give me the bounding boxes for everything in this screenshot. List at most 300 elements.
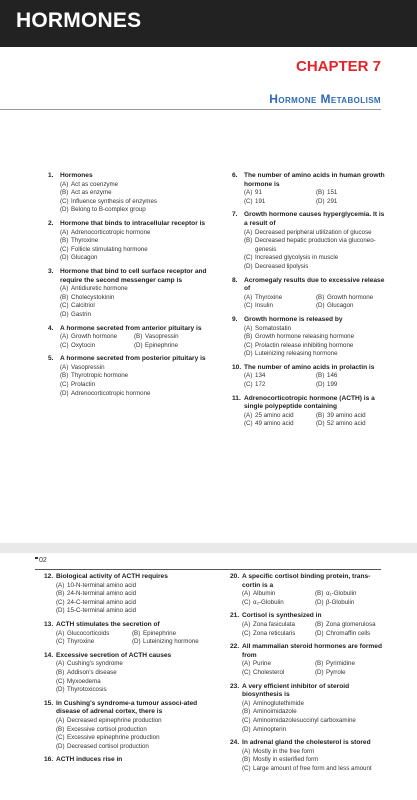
option-text: Influence synthesis of enzymes xyxy=(71,197,157,205)
option-row xyxy=(60,246,208,255)
option-text: 291 xyxy=(327,197,338,205)
option-letter: (B) xyxy=(56,725,65,733)
option-row xyxy=(242,630,388,639)
option-row xyxy=(244,372,388,381)
question-number: 16. xyxy=(44,756,54,764)
option-letter: (B) xyxy=(316,411,325,419)
option-row xyxy=(60,198,208,207)
option-text: Zona glomerulosa xyxy=(326,620,376,628)
question-item xyxy=(232,211,388,271)
option-letter: (A) xyxy=(244,228,253,236)
question-text: A hormone secreted from posterior pituitary is xyxy=(60,355,206,363)
option-row xyxy=(60,342,208,351)
option-row xyxy=(60,333,208,342)
option-letter: (C) xyxy=(56,677,65,685)
option-text: Glucocorticoids xyxy=(67,629,110,637)
option-text: Adrenocorticotropic hormone xyxy=(71,389,151,397)
option-text: Prolactin xyxy=(71,381,96,389)
option-row xyxy=(60,285,208,294)
option-letter: (D) xyxy=(60,310,69,318)
answer-option xyxy=(60,229,208,238)
question-item xyxy=(232,172,388,206)
option-text: α₂-Globulin xyxy=(253,598,284,606)
answer-option xyxy=(244,420,316,429)
answer-option xyxy=(244,302,316,311)
question-text: Acromegaly results due to excessive release of xyxy=(244,276,385,293)
option-letter: (D) xyxy=(60,389,69,397)
question-stem xyxy=(232,395,388,412)
question-item xyxy=(232,277,388,311)
option-text: Follicle stimulating hormone xyxy=(71,245,148,253)
page2-left-column xyxy=(44,573,208,770)
option-row xyxy=(244,237,388,254)
answer-option xyxy=(242,669,315,678)
question-item xyxy=(44,573,208,616)
question-item xyxy=(44,756,208,765)
options-list xyxy=(230,590,388,607)
option-row xyxy=(242,621,388,630)
question-number: 9. xyxy=(232,315,238,323)
option-row xyxy=(244,263,388,272)
answer-option xyxy=(60,364,208,373)
question-stem xyxy=(48,268,208,285)
option-letter: (D) xyxy=(244,350,253,358)
answer-option xyxy=(56,678,208,687)
option-row xyxy=(56,607,208,616)
option-letter: (B) xyxy=(316,372,325,380)
answer-option xyxy=(244,342,388,351)
options-list xyxy=(48,181,208,215)
option-text: Glucagon xyxy=(71,254,98,262)
question-number: 12. xyxy=(44,573,54,580)
option-letter: (B) xyxy=(60,189,69,197)
options-list xyxy=(232,189,388,206)
option-letter: (D) xyxy=(315,598,324,606)
question-number: 15. xyxy=(44,699,54,707)
option-letter: (D) xyxy=(56,742,65,750)
option-text: 172 xyxy=(255,381,266,389)
question-stem xyxy=(232,316,388,325)
option-text: Act as coenzyme xyxy=(71,180,119,188)
option-letter: (D) xyxy=(315,668,324,676)
page1-right-column xyxy=(232,172,388,434)
option-letter: (A) xyxy=(244,324,253,332)
option-text: Mostly in esterified form xyxy=(253,756,319,764)
question-text: A hormone secreted from anterior pituitary is xyxy=(60,324,202,332)
option-text: Calcitriol xyxy=(71,302,95,310)
question-stem xyxy=(230,683,388,700)
question-stem xyxy=(48,325,208,334)
answer-option xyxy=(60,254,208,263)
answer-option xyxy=(60,285,208,294)
option-letter: (C) xyxy=(244,197,253,205)
option-text: Myxoedema xyxy=(67,677,101,685)
option-row xyxy=(60,229,208,238)
option-letter: (B) xyxy=(134,333,143,341)
answer-option xyxy=(60,206,208,215)
question-stem xyxy=(230,573,388,590)
question-number: 4. xyxy=(48,324,54,332)
option-row xyxy=(56,686,208,695)
option-letter: (D) xyxy=(316,302,325,310)
question-text: All mammalian steroid hormones are formed from xyxy=(242,643,382,659)
option-row xyxy=(242,756,388,765)
answer-option xyxy=(316,302,388,311)
options-list xyxy=(48,285,208,319)
question-text: Hormones xyxy=(60,172,93,179)
question-number: 6. xyxy=(232,172,238,179)
answer-option xyxy=(242,717,388,726)
page-number-mark xyxy=(35,557,38,559)
option-letter: (A) xyxy=(244,411,253,419)
option-letter: (C) xyxy=(244,420,253,428)
answer-option xyxy=(242,700,388,709)
option-row xyxy=(242,717,388,726)
question-item xyxy=(230,643,388,677)
option-letter: (A) xyxy=(242,699,251,707)
option-letter: (D) xyxy=(56,607,65,615)
option-text: Vasopressin xyxy=(71,363,105,371)
option-text: Decreased cortisol production xyxy=(67,742,149,750)
option-row xyxy=(56,734,208,743)
option-row xyxy=(56,590,208,599)
option-row xyxy=(244,229,388,238)
option-letter: (A) xyxy=(242,620,251,628)
option-letter: (A) xyxy=(244,293,253,301)
option-letter: (D) xyxy=(316,197,325,205)
answer-option xyxy=(56,638,132,647)
option-letter: (B) xyxy=(60,372,69,380)
option-row xyxy=(60,294,208,303)
option-letter: (C) xyxy=(56,638,65,646)
option-row xyxy=(56,669,208,678)
options-list xyxy=(232,229,388,272)
option-row xyxy=(242,748,388,757)
answer-option xyxy=(56,734,208,743)
option-text: 10-N-terminal amino acid xyxy=(67,581,137,589)
answer-option xyxy=(244,325,388,334)
chapter-number: CHAPTER 7 xyxy=(295,58,381,75)
option-text: Cholecystokinin xyxy=(71,293,115,301)
option-row xyxy=(60,181,208,190)
option-letter: (C) xyxy=(244,341,253,349)
option-text: Glucagon xyxy=(327,302,354,310)
page-number: 02 xyxy=(39,557,47,564)
option-letter: (B) xyxy=(316,293,325,301)
option-text: α₁-Globulin xyxy=(326,590,357,598)
option-row xyxy=(56,743,208,752)
options-list xyxy=(44,630,208,647)
answer-option xyxy=(242,590,315,599)
option-letter: (C) xyxy=(56,598,65,606)
option-letter: (C) xyxy=(242,716,251,724)
options-list xyxy=(48,333,208,350)
option-letter: (B) xyxy=(244,237,253,245)
option-text: Aminoglutethimide xyxy=(253,699,304,707)
question-item xyxy=(44,700,208,752)
option-row xyxy=(56,717,208,726)
option-text: Insulin xyxy=(255,302,273,310)
question-item xyxy=(48,172,208,215)
option-row xyxy=(242,765,388,774)
answer-option xyxy=(244,263,388,272)
question-stem xyxy=(44,652,208,661)
answer-option xyxy=(244,189,316,198)
question-stem xyxy=(230,739,388,748)
question-stem xyxy=(232,211,388,228)
chapter-title: Hormone Metabolism xyxy=(269,92,381,106)
question-item xyxy=(48,268,208,320)
option-row xyxy=(242,708,388,717)
question-number: 7. xyxy=(232,211,238,219)
option-row xyxy=(56,630,208,639)
answer-option xyxy=(242,748,388,757)
answer-option xyxy=(56,686,208,695)
option-letter: (D) xyxy=(134,341,143,349)
answer-option xyxy=(60,390,208,399)
answer-option xyxy=(315,660,388,669)
question-stem xyxy=(48,220,208,229)
question-item xyxy=(44,652,208,695)
question-number: 2. xyxy=(48,219,54,227)
answer-option xyxy=(242,756,388,765)
question-item xyxy=(232,395,388,429)
answer-option xyxy=(244,412,316,421)
option-text: Albumin xyxy=(253,590,276,598)
page1-left-column xyxy=(48,172,208,403)
question-item xyxy=(230,683,388,735)
option-row xyxy=(244,254,388,263)
option-text: Thyrotropic hormone xyxy=(71,372,129,380)
question-text: Biological activity of ACTH requires xyxy=(56,573,168,580)
question-text: ACTH induces rise in xyxy=(56,756,123,764)
answer-option xyxy=(316,412,388,421)
option-text: 91 xyxy=(255,189,262,197)
question-stem xyxy=(232,277,388,294)
answer-option xyxy=(60,181,208,190)
question-item xyxy=(232,364,388,390)
option-letter: (C) xyxy=(60,381,69,389)
option-text: Decreased hepatic production via gluconeo-genesis xyxy=(255,237,376,253)
question-number: 20. xyxy=(230,573,240,580)
option-row xyxy=(60,254,208,263)
answer-option xyxy=(60,237,208,246)
question-number: 24. xyxy=(230,739,240,747)
option-text: Excessive cortisol production xyxy=(67,725,147,733)
option-text: Epinephrine xyxy=(145,341,179,349)
options-list xyxy=(44,660,208,694)
option-row xyxy=(244,325,388,334)
answer-option xyxy=(244,381,316,390)
option-letter: (D) xyxy=(56,686,65,694)
option-text: Zona reticularis xyxy=(253,629,296,637)
option-letter: (A) xyxy=(60,285,69,293)
answer-option xyxy=(315,669,388,678)
app-bar xyxy=(0,0,417,47)
book-page-1 xyxy=(0,47,417,543)
option-row xyxy=(56,678,208,687)
answer-option xyxy=(60,381,208,390)
option-letter: (D) xyxy=(316,381,325,389)
option-text: Pyrimidine xyxy=(326,660,355,668)
answer-option xyxy=(60,302,208,311)
option-text: Act as enzyme xyxy=(71,189,112,197)
answer-option xyxy=(244,237,388,254)
question-text: Excessive secretion of ACTH causes xyxy=(56,651,172,659)
option-text: Thyroxine xyxy=(67,638,95,646)
question-text: Hormone that bind to cell surface receptor and require the second messenger camp is xyxy=(60,267,207,284)
question-stem xyxy=(44,700,208,717)
answer-option xyxy=(316,372,388,381)
option-letter: (B) xyxy=(132,629,141,637)
answer-option xyxy=(60,372,208,381)
option-row xyxy=(56,638,208,647)
answer-option xyxy=(244,333,388,342)
question-text: Hormone that binds to intracellular receptor is xyxy=(60,219,206,227)
option-text: Large amount of free form and less amount xyxy=(253,764,372,772)
option-letter: (C) xyxy=(60,245,69,253)
option-letter: (C) xyxy=(242,764,251,772)
question-text: A very efficient inhibitor of steroid biosynthesis is xyxy=(242,682,350,699)
answer-option xyxy=(56,743,208,752)
option-row xyxy=(60,206,208,215)
question-number: 14. xyxy=(44,651,54,659)
answer-option xyxy=(56,669,208,678)
option-row xyxy=(56,582,208,591)
question-text: In adrenal gland the cholesterol is stored xyxy=(242,739,371,747)
option-row xyxy=(244,189,388,198)
answer-option xyxy=(244,198,316,207)
option-letter: (A) xyxy=(244,189,253,197)
answer-option xyxy=(132,638,208,647)
question-number: 13. xyxy=(44,620,54,628)
question-text: Growth hormone is released by xyxy=(244,315,343,323)
answer-option xyxy=(242,621,315,630)
answer-option xyxy=(242,765,388,774)
option-row xyxy=(56,726,208,735)
question-item xyxy=(48,325,208,351)
answer-option xyxy=(60,294,208,303)
option-letter: (A) xyxy=(242,590,251,598)
option-text: Decreased lipolysis xyxy=(255,262,309,270)
option-letter: (C) xyxy=(60,341,69,349)
question-item xyxy=(48,355,208,398)
option-row xyxy=(244,381,388,390)
question-item xyxy=(232,316,388,359)
option-row xyxy=(56,660,208,669)
options-list xyxy=(232,412,388,429)
answer-option xyxy=(315,590,388,599)
question-item xyxy=(48,220,208,263)
option-letter: (B) xyxy=(242,756,251,764)
option-letter: (B) xyxy=(315,590,324,598)
option-letter: (A) xyxy=(56,660,65,668)
answer-option xyxy=(60,333,134,342)
option-row xyxy=(60,372,208,381)
answer-option xyxy=(244,294,316,303)
answer-option xyxy=(56,630,132,639)
answer-option xyxy=(60,189,208,198)
option-letter: (A) xyxy=(242,660,251,668)
option-row xyxy=(60,189,208,198)
option-text: 15-C-terminal amino acid xyxy=(67,607,137,615)
options-list xyxy=(44,582,208,616)
answer-option xyxy=(315,599,388,608)
option-row xyxy=(60,237,208,246)
option-letter: (C) xyxy=(56,734,65,742)
question-number: 1. xyxy=(48,172,54,179)
question-text: In Cushing's syndrome-a tumour associ-ated disease of adrenal cortex, there is xyxy=(56,699,198,716)
question-stem xyxy=(44,621,208,630)
option-text: 49 amino acid xyxy=(255,420,294,428)
answer-option xyxy=(242,630,315,639)
question-item xyxy=(230,739,388,773)
answer-option xyxy=(56,582,208,591)
answer-option xyxy=(316,420,388,429)
option-letter: (C) xyxy=(242,598,251,606)
question-item xyxy=(44,621,208,647)
option-letter: (D) xyxy=(316,420,325,428)
option-letter: (D) xyxy=(315,629,324,637)
option-text: 146 xyxy=(327,372,338,380)
option-text: Antidiuretic hormone xyxy=(71,285,128,293)
option-letter: (A) xyxy=(60,333,69,341)
option-row xyxy=(60,311,208,320)
question-number: 22. xyxy=(230,643,240,651)
option-letter: (B) xyxy=(60,237,69,245)
question-text: A specific cortisol binding protein, trans-cortin is a xyxy=(242,573,371,589)
option-letter: (D) xyxy=(60,206,69,214)
question-number: 21. xyxy=(230,612,240,620)
option-row xyxy=(244,294,388,303)
option-letter: (A) xyxy=(242,747,251,755)
option-letter: (B) xyxy=(242,708,251,716)
options-list xyxy=(232,294,388,311)
question-item xyxy=(230,573,388,607)
answer-option xyxy=(56,607,208,616)
answer-option xyxy=(316,189,388,198)
option-text: Thyrotoxicosis xyxy=(67,686,107,694)
option-letter: (C) xyxy=(242,629,251,637)
option-row xyxy=(60,381,208,390)
option-row xyxy=(244,412,388,421)
app-title: HORMONES xyxy=(16,9,142,32)
book-page-2 xyxy=(0,553,417,800)
option-letter: (C) xyxy=(244,381,253,389)
options-list xyxy=(44,717,208,751)
answer-option xyxy=(242,599,315,608)
option-letter: (A) xyxy=(244,372,253,380)
answer-option xyxy=(134,333,208,342)
option-letter: (C) xyxy=(244,302,253,310)
option-letter: (C) xyxy=(242,668,251,676)
option-row xyxy=(242,669,388,678)
options-list xyxy=(48,364,208,398)
options-list xyxy=(232,325,388,359)
option-letter: (D) xyxy=(60,254,69,262)
option-row xyxy=(244,198,388,207)
option-text: Increased glycolysis in muscle xyxy=(255,254,339,262)
options-list xyxy=(230,660,388,677)
options-list xyxy=(232,372,388,389)
option-letter: (A) xyxy=(60,228,69,236)
option-text: Purine xyxy=(253,660,271,668)
option-text: 25 amino acid xyxy=(255,411,294,419)
option-letter: (C) xyxy=(244,254,253,262)
option-letter: (D) xyxy=(132,638,141,646)
option-letter: (A) xyxy=(56,581,65,589)
option-text: 24-C-terminal amino acid xyxy=(67,598,137,606)
